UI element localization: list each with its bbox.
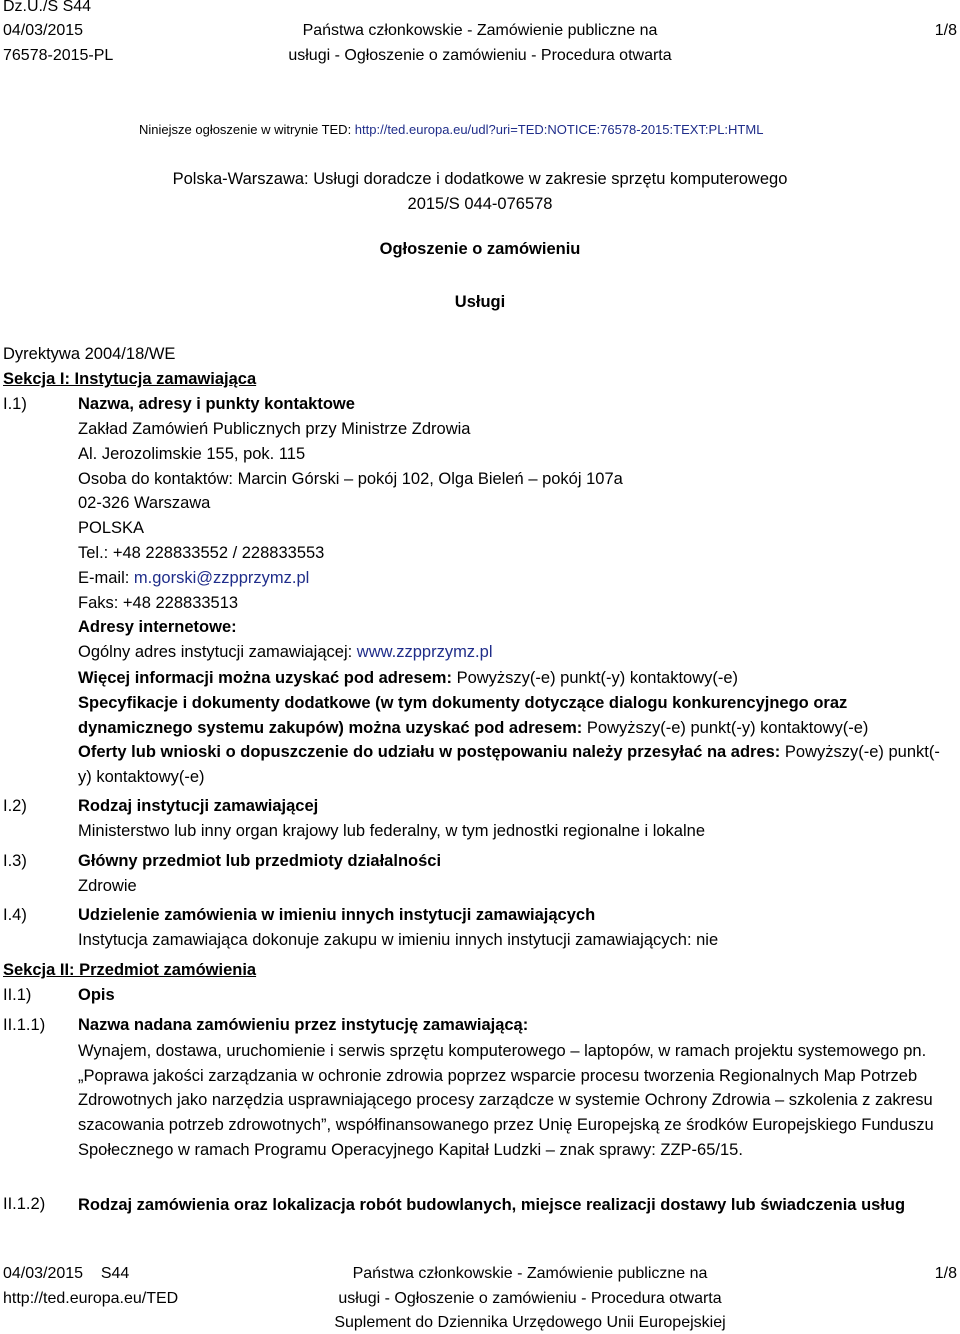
header-page: 1/8 (934, 22, 957, 39)
i2-num: I.2) (3, 797, 27, 815)
i1-offers-value: Powyższy(-e) punkt(-y) kontaktowy(-e) (78, 743, 940, 786)
i1-tel: Tel.: +48 228833552 / 228833553 (78, 544, 325, 562)
i1-offers-label: Oferty lub wnioski o dopuszczenie do udziału w postępowaniu należy przesyłać na adres: (78, 743, 781, 761)
notice-category: Usługi (454, 293, 506, 311)
directive: Dyrektywa 2004/18/WE (3, 345, 176, 363)
i1-offers (78, 740, 946, 789)
i1-specs-value: Powyższy(-e) punkt(-y) kontaktowy(-e) (582, 718, 869, 737)
i3-value: Zdrowie (78, 877, 137, 895)
i1-specs-label: Specyfikacje i dokumenty dodatkowe (w tym dokumenty dotyczące dialogu konkurencyjnego oraz dynamicznego systemu zakupów) można uzyskać pod adresem: (78, 694, 848, 737)
i1-internet-heading: Adresy internetowe: (78, 618, 237, 636)
ii11-title: Nazwa nadana zamówieniu przez instytucję zamawiającą: (78, 1016, 529, 1034)
i3-num: I.3) (3, 852, 27, 870)
footer-page: 1/8 (934, 1265, 957, 1282)
i1-contact: Osoba do kontaktów: Marcin Górski – pokój 102, Olga Bieleń – pokój 107a (78, 470, 623, 488)
i4-title: Udzielenie zamówienia w imieniu innych instytucji zamawiających (78, 906, 596, 924)
section1-heading: Sekcja I: Instytucja zamawiająca (3, 370, 257, 388)
i4-num: I.4) (3, 906, 27, 924)
i1-city: 02-326 Warszawa (78, 494, 211, 512)
i1-email-label: E-mail: (78, 569, 134, 587)
i1-fax: Faks: +48 228833513 (78, 594, 239, 612)
i1-street: Al. Jerozolimskie 155, pok. 115 (78, 445, 306, 463)
ii11-num: II.1.1) (3, 1016, 46, 1034)
i1-country: POLSKA (78, 519, 145, 537)
ii1-title: Opis (78, 986, 115, 1004)
header-center-line2: usługi - Ogłoszenie o zamówieniu - Procedura otwarta (288, 47, 672, 64)
i1-general-address (78, 643, 493, 662)
section2-heading: Sekcja II: Przedmiot zamówienia (3, 961, 257, 979)
i2-value: Ministerstwo lub inny organ krajowy lub federalny, w tym jednostki regionalne i lokalne (78, 822, 705, 840)
i2-title: Rodzaj instytucji zamawiającej (78, 797, 319, 815)
notice-type: Ogłoszenie o zamówieniu (379, 240, 581, 258)
i1-email (78, 569, 309, 588)
footer-center-line1: Państwa członkowskie - Zamówienie publiczne na (352, 1265, 708, 1282)
ted-notice (139, 122, 763, 137)
footer-center-line3: Suplement do Dziennika Urzędowego Unii Europejskiej (334, 1314, 726, 1331)
i1-general-label: Ogólny adres instytucji zamawiającej: (78, 643, 357, 661)
footer-center-line2: usługi - Ogłoszenie o zamówieniu - Procedura otwarta (338, 1290, 722, 1307)
header-date: 04/03/2015 (3, 22, 84, 39)
i4-value: Instytucja zamawiająca dokonuje zakupu w imieniu innych instytucji zamawiających: nie (78, 931, 719, 949)
i3-title: Główny przedmiot lub przedmioty działalności (78, 852, 442, 870)
footer-url[interactable]: http://ted.europa.eu/TED (3, 1290, 179, 1307)
i1-more-info (78, 666, 946, 691)
i1-title: Nazwa, adresy i punkty kontaktowe (78, 395, 355, 413)
footer-issue: S44 (100, 1265, 130, 1282)
header-center-line1: Państwa członkowskie - Zamówienie publiczne na (302, 22, 658, 39)
ii12-num: II.1.2) (3, 1195, 46, 1213)
i1-name: Zakład Zamówień Publicznych przy Ministrze Zdrowia (78, 420, 471, 438)
page-header (0, 0, 960, 70)
header-doc-id: 76578-2015-PL (3, 47, 114, 64)
notice-title: Polska-Warszawa: Usługi doradcze i dodatkowe w zakresie sprzętu komputerowego (172, 170, 788, 188)
i1-more-info-label: Więcej informacji można uzyskać pod adresem: (78, 669, 452, 687)
ii12-title: Rodzaj zamówienia oraz lokalizacja robót budowlanych, miejsce realizacji dostawy lub świadczenia usług (78, 1196, 906, 1214)
i1-specs (78, 691, 946, 740)
ii11-value: Wynajem, dostawa, uruchomienie i serwis sprzętu komputerowego – laptopów, w ramach projektu systemowego pn. „Poprawa jakości zarządzania w ochronie zdrowia poprzez wsparcie procesu tworzenia Regionalnych Map Potrzeb Zdrowotnych jako narzędzia usprawniającego procesy zarządcze w systemie Ochrony Zdrowia – szkolenia z zakresu szacowania potrzeb zdrowotnych”, współfinansowanego przez Unię Europejską ze środków Europejskiego Funduszu Społecznego w ramach Programu Operacyjnego Kapitał Ludzki – znak sprawy: ZZP-65/15. (78, 1042, 934, 1159)
header-journal: Dz.U./S S44 (3, 0, 92, 15)
ted-notice-link[interactable]: http://ted.europa.eu/udl?uri=TED:NOTICE:76578-2015:TEXT:PL:HTML (354, 122, 764, 137)
ted-notice-prefix: Niniejsze ogłoszenie w witrynie TED: (139, 122, 355, 137)
notice-number: 2015/S 044-076578 (407, 195, 553, 213)
i1-more-info-value: Powyższy(-e) punkt(-y) kontaktowy(-e) (451, 669, 739, 687)
i1-email-link[interactable]: m.gorski@zzpprzymz.pl (133, 569, 310, 587)
footer-date: 04/03/2015 (3, 1265, 84, 1282)
i1-num: I.1) (3, 395, 27, 413)
i1-general-link[interactable]: www.zzpprzymz.pl (356, 643, 493, 661)
ii1-num: II.1) (3, 986, 32, 1004)
